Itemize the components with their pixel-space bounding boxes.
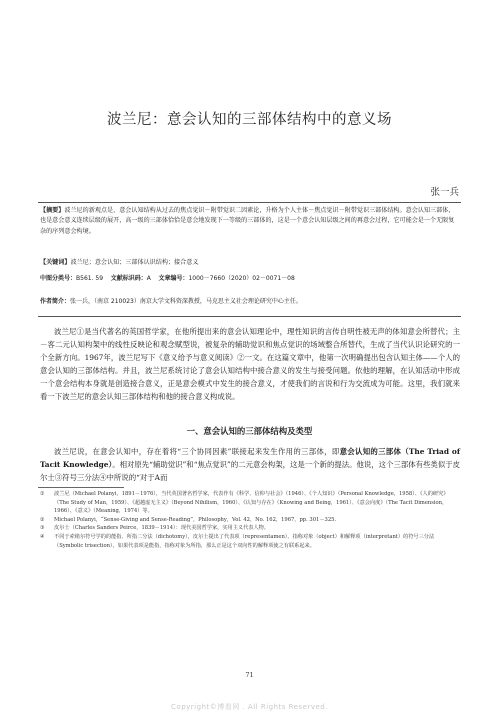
classification-line xyxy=(40,273,460,282)
paper-title: 波兰尼：意会认知的三部体结构中的意义场 xyxy=(107,112,392,128)
footnote-number: ② xyxy=(40,516,45,523)
copyright-watermark: Copyright©博看网 . All Rights Reserved. xyxy=(171,703,328,711)
clc-label: 中图分类号： xyxy=(40,275,77,282)
article-value: 1000－7660（2020）02－0071－08 xyxy=(188,275,295,282)
footnote-text: 不同于索绪尔符号学的的能指、所指二分法（dichotomy），皮尔士提出了代表项（representamen）、指称对象（object）和解释项（interpretant）的符号三分法（Symbolic trisection），如果代表项是能指，指称对象为所指，那么正是这个双向性的解释项使之有联系起来。 xyxy=(54,533,435,549)
footnote-2 xyxy=(40,516,460,525)
footnote-1 xyxy=(40,490,460,516)
section-paragraph xyxy=(40,445,460,484)
author-name: 张一兵 xyxy=(430,187,459,198)
doc-value: A xyxy=(146,275,151,282)
footnote-number: ① xyxy=(40,491,45,497)
header-divider xyxy=(38,202,461,203)
article-label: 文章编号： xyxy=(158,275,189,282)
keywords xyxy=(40,258,460,268)
section-text-b: 。相对原先“辅助觉识”和“焦点觉识”的二元意会构架，这是一个新的提法。他说，这个三部体有些类似于皮尔士③符号三分法④中所说的“对于A而 xyxy=(40,460,461,483)
intro-paragraph: 波兰尼①是当代著名的英国哲学家，在他所提出来的意会认知理论中，理性知识的言传自明性被无声的体知意会所替代；主－客二元认知构架中的线性反映论和观念赋型说，被复杂的辅助觉识和焦点觉识的场域整合所替代，生成了当代认识论研究的一个全新方向。1967年，波兰尼写下《意义给予与意义阅读》②一文。在这篇文章中，他第一次明确提出包含认知主体——个人的意会认知的三部体结构。并且，波兰尼系统讨论了意会认知结构中接合意义的发生与接受问题。依他的理解，在认知活动中形成一个意会结构本身就是创造接合意义，正是意会模式中发生的接合意义，才使我们的言说和行为交流成为可能。这里，我们就来看一下波兰尼的意会认知三部体结构和他的接合意义构成说。 xyxy=(40,327,460,402)
footnote-3 xyxy=(40,524,460,533)
section-bold-term: 意会认知的三部体（The Triad of Tacit Knowledge） xyxy=(40,447,461,470)
footnote-text: 波兰尼（Michael Polanyi，1891－1976），当代英国著名哲学家，代表作有《科学、信仰与社会》（1946）、《个人知识》（Personal Knowledge，1958）、《人的研究》（The Study of Man，1959）、《超越虚无主义》（Beyond Nihilism，1960）、《认知与存在》（Knowing and Being，1961）、《意会向度》（The Tacit Dimension，1966）、《意义》（Meaning，1974）等。 xyxy=(54,491,449,515)
footnote-4 xyxy=(40,533,460,550)
abstract-text: 波兰尼的新观点是，意会认知结构从过去的焦点觉识－附带觉识二因素论，升格为个人主体－焦点觉识－附带觉识三部体结构。意会认知三部体，也是意会意义连续层级的展开，高一级的三部体恰恰是意会地发现下一等级的三部体的，这是一个意会认知层级之间的再意会过程，它可能会是一个无限复杂的序列意会构境。 xyxy=(40,207,455,235)
intro-section xyxy=(40,325,460,404)
footnote-number: ④ xyxy=(40,533,45,540)
abstract-label: 【摘要】 xyxy=(40,207,65,214)
bio-label: 作者简介： xyxy=(40,298,71,305)
footnote-divider xyxy=(38,487,124,488)
keywords-label: 【关键词】 xyxy=(40,259,71,266)
footnote-number: ③ xyxy=(40,525,45,532)
abstract-divider xyxy=(38,316,461,317)
clc-value: B561. 59 xyxy=(76,275,104,282)
page-number: 71 xyxy=(245,671,254,679)
keywords-text: 波兰尼；意会认知；三部体认识结构；接合意义 xyxy=(70,259,199,266)
footnote-text: 皮尔士（Charles Sanders Peirce，1839－1914）：现代美国哲学家，实用主义代表人物。 xyxy=(54,525,270,532)
section-text-a: 波兰尼说，在意会认知中，存在着将“三个协同因素”联接起来发生作用的三部体，即 xyxy=(54,447,340,456)
section-heading: 一、意会认知的三部体结构及类型 xyxy=(186,426,313,436)
abstract xyxy=(40,206,460,237)
author-bio xyxy=(40,296,460,305)
bio-text: 张一兵，（南京 210023）南京大学文科资深教授，马克思主义社会理论研究中心主任。 xyxy=(70,298,302,305)
footnotes xyxy=(40,490,460,550)
doc-label: 文献标识码： xyxy=(110,275,147,282)
section-body xyxy=(40,445,460,484)
footnote-text: Michael Polanyi，“Sense-Giving and Sense-Reading”，Philosophy，Vol. 42，No. 162，1967，pp. 301－325. xyxy=(54,516,337,523)
